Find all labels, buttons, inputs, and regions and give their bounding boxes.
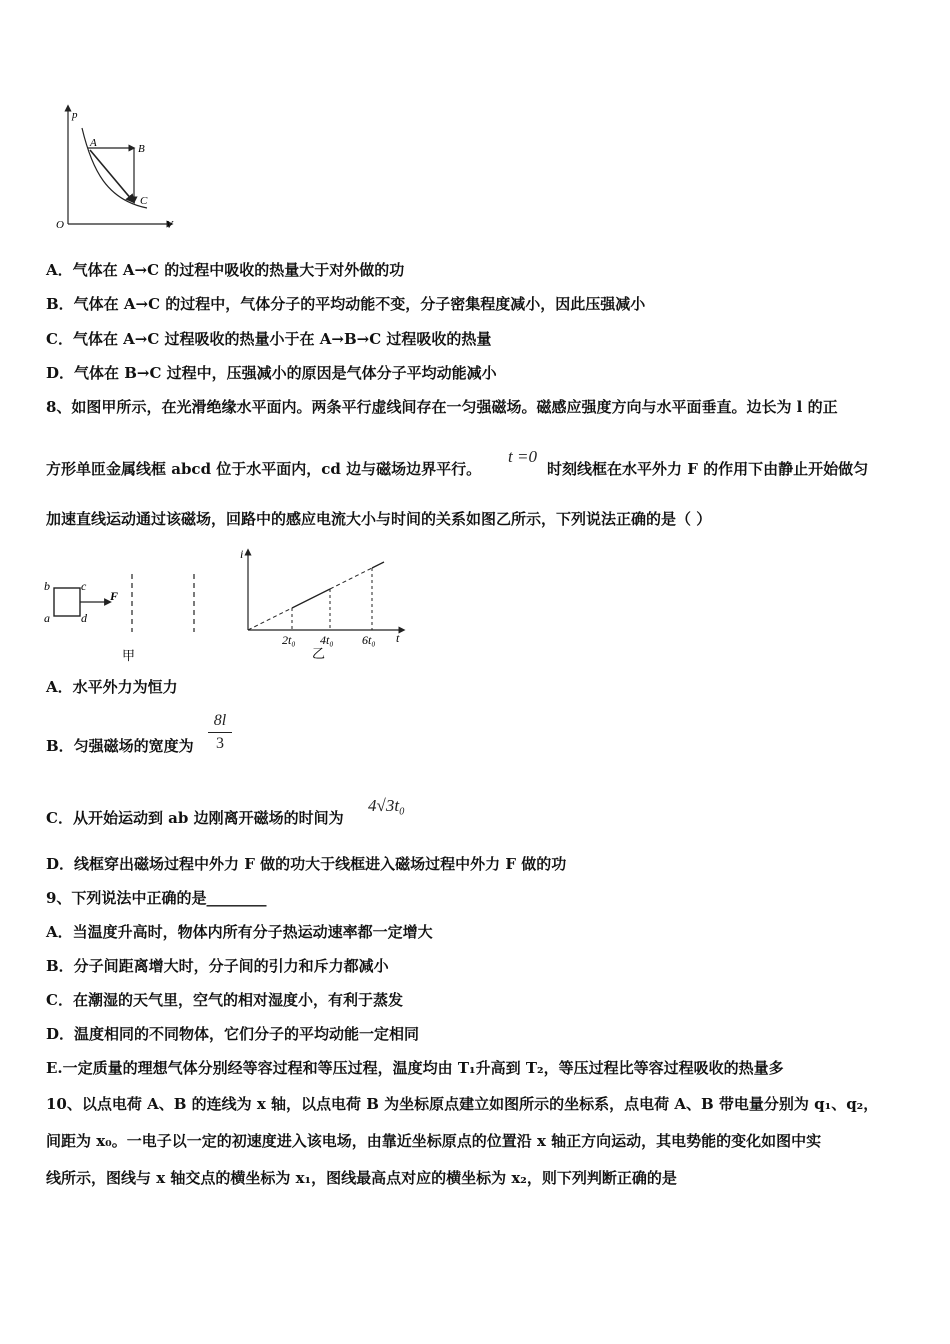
current-dashed-mid	[330, 568, 372, 589]
tick-2t0: 2t₀	[282, 633, 296, 647]
wire-frame	[54, 588, 80, 616]
label-p: p	[72, 109, 78, 121]
label-f: F	[110, 589, 119, 603]
q8-option-a: A．水平外力为恒力	[46, 678, 178, 696]
caption-yi: 乙	[312, 646, 326, 661]
fraction-denominator: 3	[216, 735, 224, 752]
fraction-numerator: 8l	[213, 712, 227, 729]
current-solid-exit	[372, 562, 384, 568]
label-c: c	[81, 579, 87, 593]
tick-6t0: 6t₀	[362, 633, 376, 647]
q8-t-zero: t =0	[508, 447, 537, 466]
figure-jia	[40, 572, 220, 664]
label-a: A	[90, 137, 97, 149]
q8-stem-line3: 加速直线运动通过该磁场，回路中的感应电流大小与时间的关系如图乙所示，下列说法正确的是（ ）	[46, 510, 712, 528]
q8-stem-line1: 8、如图甲所示，在光滑绝缘水平面内。两条平行虚线间存在一匀强磁场。磁感应强度方向与水平面垂直。边长为 l 的正	[46, 398, 838, 416]
fraction-bar	[208, 732, 232, 733]
q10-stem-line2: 间距为 x₀。一电子以一定的初速度进入该电场，由靠近坐标原点的位置沿 x 轴正方向运动，其电势能的变化如图中实	[46, 1132, 822, 1150]
label-b: b	[44, 579, 50, 593]
q10-stem-line3: 线所示，图线与 x 轴交点的横坐标为 x₁，图线最高点对应的横坐标为 x₂，则下列判断正确的是	[46, 1169, 677, 1187]
path-a-c	[90, 150, 132, 200]
q9-option-c: C．在潮湿的天气里，空气的相对湿度小，有利于蒸发	[46, 991, 403, 1009]
tick-4t0: 4t₀	[320, 633, 334, 647]
q9-stem: 9、下列说法中正确的是________	[46, 889, 267, 907]
label-b: B	[138, 143, 145, 155]
q9-option-d: D．温度相同的不同物体，它们分子的平均动能一定相同	[46, 1025, 420, 1043]
label-i: i	[240, 547, 244, 561]
q7-option-a: A．气体在 A→C 的过程中吸收的热量大于对外做的功	[46, 261, 405, 279]
q7-option-b: B．气体在 A→C 的过程中，气体分子的平均动能不变，分子密集程度减小，因此压强减小	[46, 295, 646, 313]
q8-stem-line2b: 时刻线框在水平外力 F 的作用下由静止开始做匀	[547, 460, 869, 478]
q7-option-c: C．气体在 A→C 过程吸收的热量小于在 A→B→C 过程吸收的热量	[46, 330, 492, 348]
q8-option-c: C．从开始运动到 ab 边刚离开磁场的时间为	[46, 809, 344, 827]
current-solid-entry	[292, 589, 330, 608]
q10-stem-line1: 10、以点电荷 A、B 的连线为 x 轴，以点电荷 B 为坐标原点建立如图所示的坐标系，点电荷 A、B 带电量分别为 q₁、q₂，	[46, 1095, 879, 1113]
time-expression: 4√3t₀	[368, 796, 405, 815]
label-d: d	[81, 611, 87, 625]
label-o: O	[56, 219, 64, 231]
current-dashed-start	[248, 608, 292, 630]
q8-stem-line2a: 方形单匝金属线框 abcd 位于水平面内，cd 边与磁场边界平行。	[46, 460, 482, 478]
q8-option-b: B．匀强磁场的宽度为	[46, 737, 194, 755]
q9-option-e: E.一定质量的理想气体分别经等容过程和等压过程，温度均由 T₁升高到 T₂，等压过程比等容过程吸收的热量多	[46, 1059, 784, 1077]
fraction-8l-3	[208, 712, 232, 753]
caption-jia: 甲	[122, 648, 136, 663]
label-v: V	[166, 219, 173, 231]
q7-option-d: D．气体在 B→C 过程中，压强减小的原因是气体分子平均动能减小	[46, 364, 497, 382]
label-a: a	[44, 611, 50, 625]
q9-option-b: B．分子间距离增大时，分子间的引力和斥力都减小	[46, 957, 389, 975]
label-c: C	[140, 195, 148, 207]
label-t: t	[396, 631, 400, 645]
figure-yi	[236, 546, 414, 664]
q9-option-a: A．当温度升高时，物体内所有分子热运动速率都一定增大	[46, 923, 433, 941]
q8-option-d: D．线框穿出磁场过程中外力 F 做的功大于线框进入磁场过程中外力 F 做的功	[46, 855, 567, 873]
pv-diagram	[52, 100, 182, 232]
